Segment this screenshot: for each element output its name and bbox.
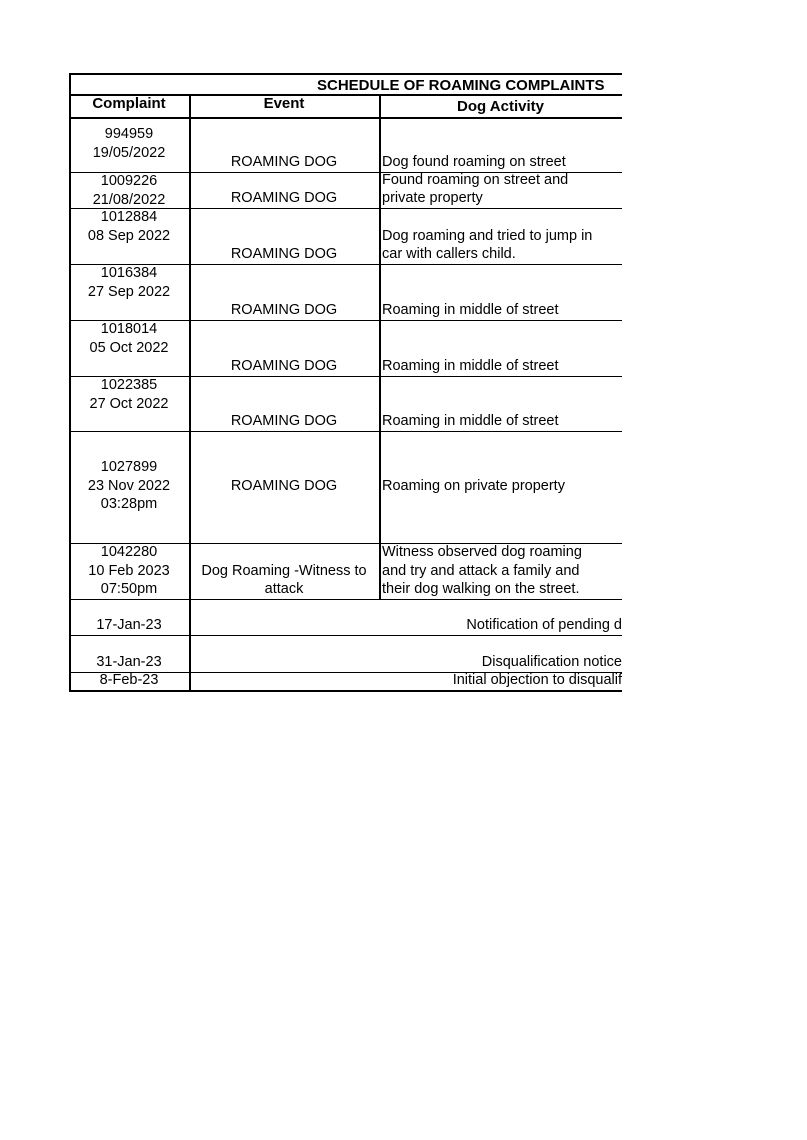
dog-activity-cell: [382, 301, 622, 320]
cell-line: 1042280: [100, 544, 158, 560]
cell-line: 21/08/2022: [92, 191, 166, 208]
notice-text: Notification of pending d: [466, 617, 622, 634]
cell-line: Dog Roaming -Witness to: [201, 562, 367, 579]
cell-line: Roaming in middle of street: [382, 413, 559, 430]
notice-date: 8-Feb-23: [99, 672, 159, 689]
complaint-cell: [69, 125, 189, 162]
cell-line: 1016384: [100, 265, 158, 281]
notice-date: 17-Jan-23: [96, 617, 162, 634]
column-divider: [380, 94, 381, 599]
cell-line: 1012884: [100, 209, 158, 225]
cell-line: ROAMING DOG: [230, 190, 338, 207]
cell-line: Roaming in middle of street: [382, 302, 559, 319]
complaint-cell: [69, 208, 189, 245]
cell-line: Witness observed dog roaming: [382, 544, 582, 561]
complaint-cell: [69, 264, 189, 301]
complaint-cell: [69, 458, 189, 514]
cell-line: 1018014: [100, 321, 158, 337]
cell-line: their dog walking on the street.: [382, 581, 580, 598]
complaint-cell: [69, 172, 189, 209]
roaming-complaints-schedule: [69, 73, 622, 693]
event-cell: [189, 477, 379, 496]
event-cell: [189, 189, 379, 208]
cell-line: 05 Oct 2022: [89, 339, 169, 356]
cell-line: ROAMING DOG: [230, 246, 338, 263]
cell-line: ROAMING DOG: [230, 154, 338, 171]
cell-line: ROAMING DOG: [230, 358, 338, 375]
row-divider: [69, 431, 622, 432]
dog-activity-cell: [382, 412, 622, 431]
cell-line: 1009226: [100, 173, 158, 189]
notice-text: Disqualification notice: [481, 654, 622, 671]
column-divider: [69, 94, 71, 692]
cell-line: private property: [382, 190, 483, 207]
column-divider: [190, 94, 191, 692]
header-event: Event: [263, 95, 305, 112]
event-cell: [189, 245, 379, 264]
cell-line: 10 Feb 2023: [88, 562, 170, 579]
event-cell: [189, 562, 379, 599]
event-cell: [189, 357, 379, 376]
cell-line: 994959: [104, 126, 154, 142]
cell-line: car with callers child.: [382, 246, 516, 263]
cell-line: 19/05/2022: [92, 144, 166, 161]
row-divider: [69, 690, 622, 692]
cell-line: Dog found roaming on street: [382, 154, 566, 171]
cell-line: Roaming in middle of street: [382, 358, 559, 375]
dog-activity-cell: [382, 357, 622, 376]
schedule-title-row: [69, 73, 622, 94]
cell-line: ROAMING DOG: [230, 478, 338, 494]
cell-line: attack: [264, 581, 304, 598]
dog-activity-cell: [382, 171, 622, 208]
cell-line: 03:28pm: [100, 496, 158, 513]
header-complaint: Complaint: [92, 95, 166, 112]
row-divider: [69, 599, 622, 600]
cell-line: 27 Oct 2022: [89, 395, 169, 412]
cell-line: and try and attack a family and: [382, 562, 580, 579]
row-divider: [69, 635, 622, 636]
dog-activity-cell: [382, 477, 622, 496]
header-dog-activity: Dog Activity: [457, 98, 544, 115]
event-cell: [189, 301, 379, 320]
notice-date: 31-Jan-23: [96, 654, 162, 671]
dog-activity-cell: [382, 153, 622, 172]
schedule-title: SCHEDULE OF ROAMING COMPLAINTS: [317, 77, 605, 94]
cell-line: 07:50pm: [100, 581, 158, 598]
cell-line: Roaming on private property: [382, 478, 565, 494]
row-divider: [69, 117, 622, 119]
cell-line: 23 Nov 2022: [87, 477, 171, 494]
notice-text: Initial objection to disqualif: [452, 672, 622, 689]
cell-line: Found roaming on street and: [382, 171, 569, 188]
cell-line: ROAMING DOG: [230, 413, 338, 430]
event-cell: [189, 412, 379, 431]
cell-line: 1022385: [100, 377, 158, 393]
complaint-cell: [69, 376, 189, 413]
cell-line: ROAMING DOG: [230, 302, 338, 319]
cell-line: 08 Sep 2022: [87, 227, 171, 244]
cell-line: 27 Sep 2022: [87, 283, 171, 300]
complaint-cell: [69, 543, 189, 599]
cell-line: Dog roaming and tried to jump in: [382, 227, 593, 244]
dog-activity-cell: [382, 543, 622, 599]
complaint-cell: [69, 320, 189, 357]
event-cell: [189, 153, 379, 172]
dog-activity-cell: [382, 227, 622, 264]
cell-line: 1027899: [100, 459, 158, 475]
